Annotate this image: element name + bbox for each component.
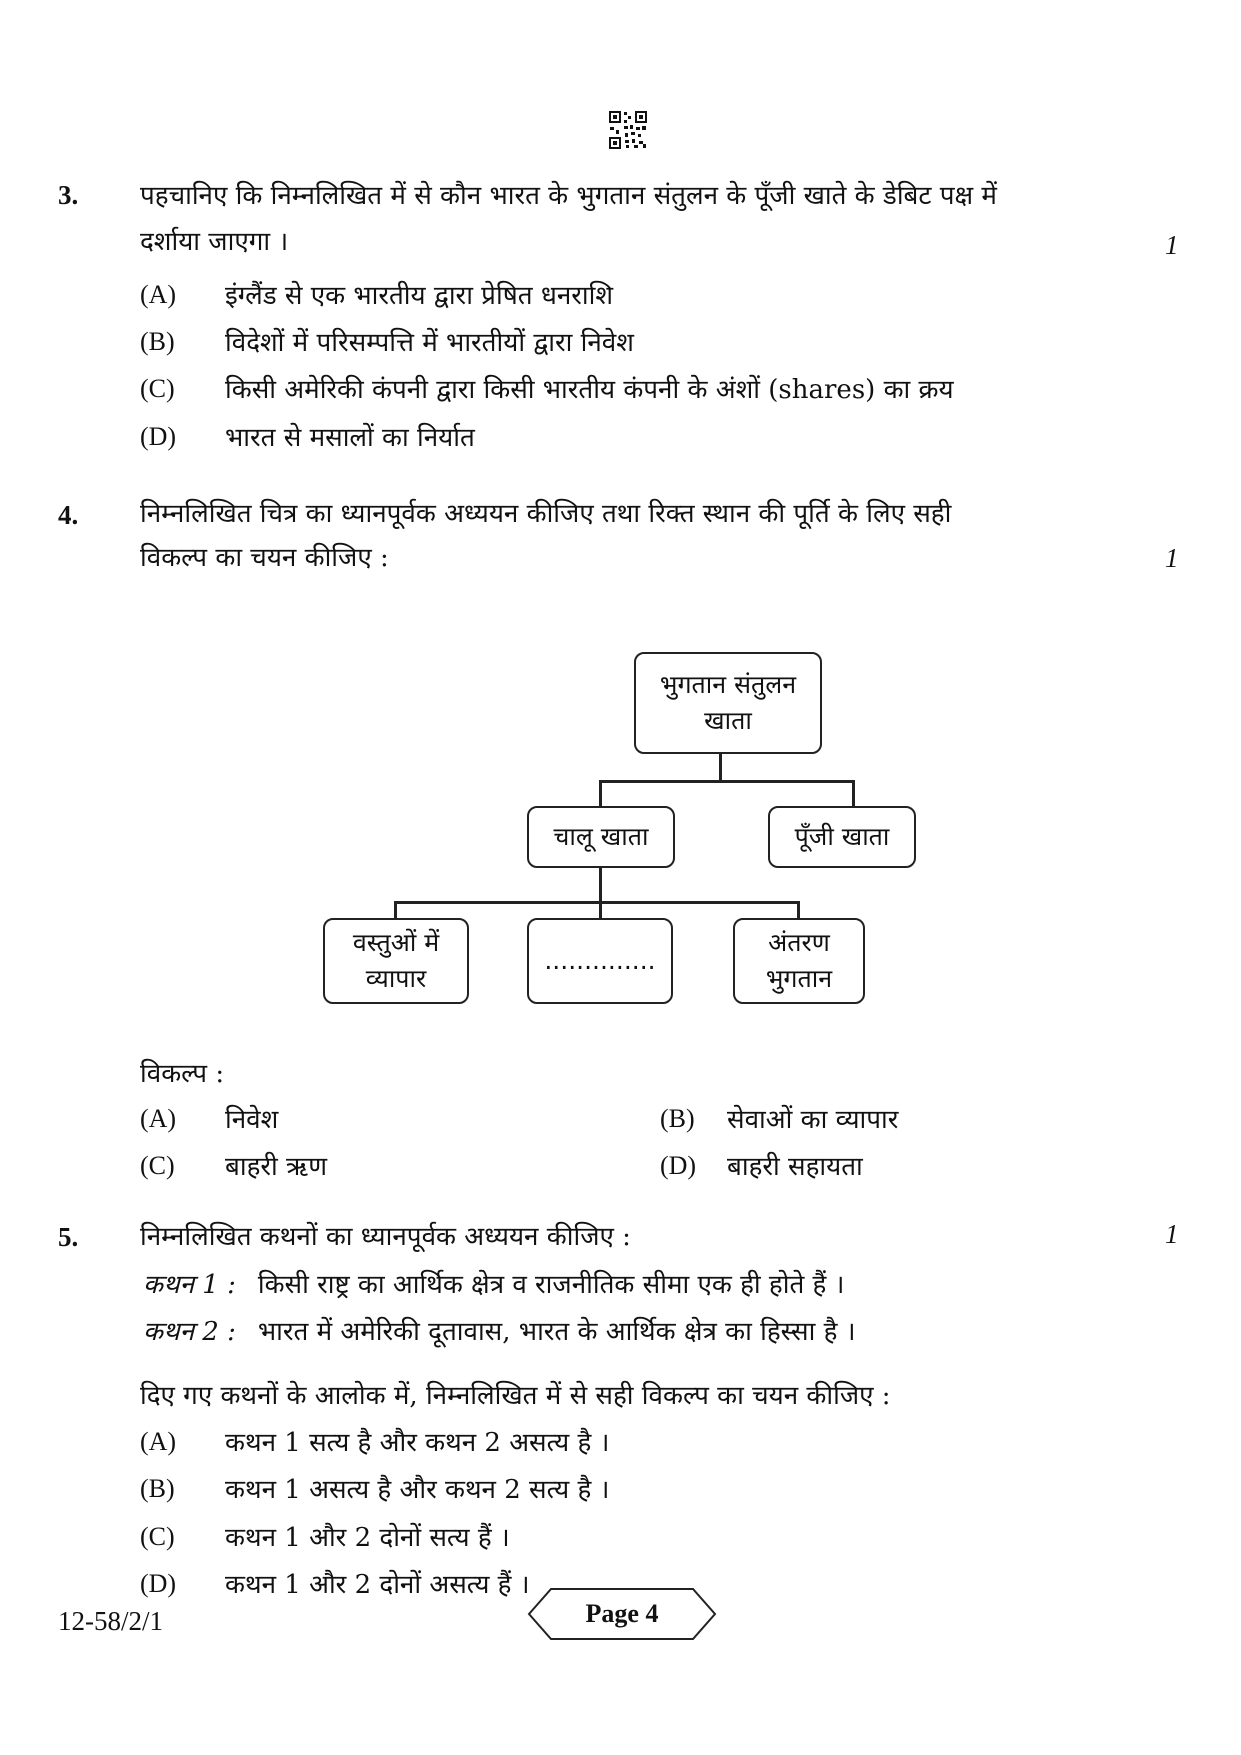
- q4-option-text: बाहरी सहायता: [727, 1152, 863, 1182]
- q3-option-label: (A): [140, 280, 177, 309]
- statement-1-label: कथन 1 :: [143, 1270, 236, 1300]
- goods-trade-line: व्यापार: [365, 964, 427, 993]
- root-box-balance-of-payments: [634, 652, 822, 754]
- q4-option-label: (A): [140, 1104, 177, 1133]
- qr-code: [608, 110, 648, 150]
- goods-trade-line: वस्तुओं में: [352, 927, 440, 957]
- q4-option-label: (D): [660, 1151, 697, 1180]
- connector-line: [394, 901, 799, 904]
- q4-option-label: (C): [140, 1151, 175, 1180]
- page-number-label: Page 4: [585, 1599, 659, 1628]
- q5-option-text: कथन 1 सत्य है और कथन 2 असत्य है ।: [225, 1428, 610, 1458]
- statement-2-text: भारत में अमेरिकी दूतावास, भारत के आर्थिक क्षेत्र का हिस्सा है ।: [257, 1317, 856, 1347]
- q5-option-label: (C): [140, 1522, 175, 1551]
- blank-box: [527, 918, 673, 1004]
- question-4-text: निम्नलिखित चित्र का ध्यानपूर्वक अध्ययन कीजिए तथा रिक्त स्थान की पूर्ति के लिए सही: [140, 499, 952, 529]
- current-account-box: [527, 806, 675, 868]
- root-box-line: भुगतान संतुलन: [659, 669, 797, 699]
- transfer-payments-line: अंतरण: [768, 927, 830, 957]
- q4-option-text: निवेश: [225, 1105, 279, 1135]
- question-4-marks: 1: [1165, 543, 1179, 573]
- connector-line: [719, 752, 722, 782]
- q3-option-label: (B): [140, 327, 175, 356]
- root-box-line: खाता: [704, 706, 752, 735]
- q4-options-heading: विकल्प :: [140, 1059, 225, 1089]
- statement-1-text: किसी राष्ट्र का आर्थिक क्षेत्र व राजनीतिक सीमा एक ही होते हैं ।: [257, 1270, 845, 1300]
- question-3-number: 3.: [58, 180, 79, 210]
- connector-line: [599, 780, 854, 783]
- q5-option-text: कथन 1 असत्य है और कथन 2 सत्य है ।: [225, 1475, 610, 1505]
- q3-option-text: इंग्लैंड से एक भारतीय द्वारा प्रेषित धनराशि: [225, 281, 614, 311]
- connector-line: [599, 867, 602, 903]
- connector-line: [599, 780, 602, 808]
- statement-2-label: कथन 2 :: [143, 1317, 236, 1347]
- capital-account-label: पूँजी खाता: [794, 821, 890, 851]
- q4-option-label: (B): [660, 1104, 695, 1133]
- question-3-marks: 1: [1165, 230, 1179, 260]
- current-account-label: चालू खाता: [553, 821, 649, 851]
- q5-option-label: (A): [140, 1427, 177, 1456]
- page-number-badge: [527, 1586, 717, 1642]
- statement-2: [143, 1312, 856, 1348]
- q3-option-label: (C): [140, 374, 175, 403]
- question-5-marks: 1: [1165, 1219, 1179, 1249]
- question-3-text: पहचानिए कि निम्नलिखित में से कौन भारत के भुगतान संतुलन के पूँजी खाते के डेबिट पक्ष में: [140, 181, 997, 211]
- question-5-text: निम्नलिखित कथनों का ध्यानपूर्वक अध्ययन कीजिए :: [140, 1222, 631, 1252]
- goods-trade-box: [323, 918, 469, 1004]
- question-4-number: 4.: [58, 500, 79, 530]
- q3-option-text: किसी अमेरिकी कंपनी द्वारा किसी भारतीय कंपनी के अंशों (shares) का क्रय: [225, 375, 954, 405]
- q5-option-text: कथन 1 और 2 दोनों असत्य हैं ।: [225, 1570, 530, 1600]
- capital-account-box: [768, 806, 916, 868]
- connector-line: [852, 780, 855, 808]
- q5-option-label: (D): [140, 1569, 177, 1598]
- statement-1: [143, 1265, 844, 1301]
- q5-option-text: कथन 1 और 2 दोनों सत्य हैं ।: [225, 1523, 510, 1553]
- question-5-number: 5.: [58, 1222, 79, 1252]
- q3-option-text: विदेशों में परिसम्पत्ति में भारतीयों द्वारा निवेश: [225, 328, 634, 358]
- q4-option-text: सेवाओं का व्यापार: [727, 1105, 899, 1135]
- transfer-payments-box: [733, 918, 865, 1004]
- question-3-text-continued: दर्शाया जाएगा ।: [140, 227, 289, 257]
- transfer-payments-line: भुगतान: [765, 964, 833, 993]
- q4-option-text: बाहरी ऋण: [225, 1152, 327, 1182]
- question-5-instruction: दिए गए कथनों के आलोक में, निम्नलिखित में से सही विकल्प का चयन कीजिए :: [140, 1381, 891, 1411]
- q5-option-label: (B): [140, 1474, 175, 1503]
- blank-placeholder: ..............: [544, 945, 656, 975]
- q3-option-label: (D): [140, 422, 177, 451]
- q3-option-text: भारत से मसालों का निर्यात: [225, 423, 475, 453]
- paper-code: 12-58/2/1: [58, 1606, 163, 1636]
- question-4-text-continued: विकल्प का चयन कीजिए :: [140, 543, 389, 573]
